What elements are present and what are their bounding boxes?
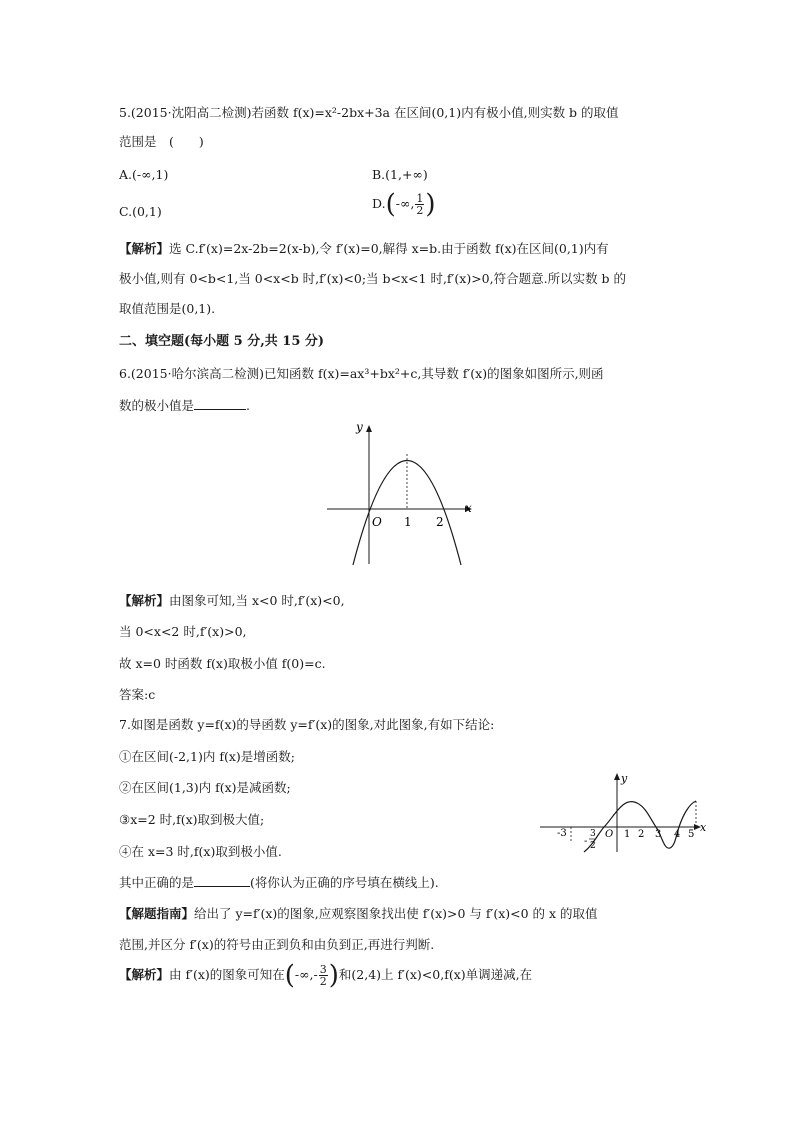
tick-label-2: 2 — [638, 829, 645, 840]
q5-option-a: A.(-∞,1) — [119, 167, 169, 182]
y-axis-arrow — [366, 425, 372, 432]
right-paren: ) — [425, 189, 436, 220]
solution-text-a: 由 f′(x)的图象可知在 — [169, 967, 285, 982]
q7-conclusion-4: ④在 x=3 时,f(x)取到极小值. — [119, 844, 282, 859]
q5-solution-line3: 取值范围是(0,1). — [119, 301, 216, 316]
q6-stem-line2 — [119, 396, 250, 415]
tick-label-minus3: -3 — [557, 828, 567, 839]
q5-stem-line2: 范围是 ( ) — [119, 134, 204, 149]
solution-text: 选 C.f′(x)=2x-2b=2(x-b),令 f′(x)=0,解得 x=b.由于函数 f(x)在区间(0,1)内有 — [169, 241, 609, 256]
tick-label-minus-sign: - — [584, 836, 588, 847]
tick-label-3: 3 — [655, 829, 662, 840]
tick-label-3-over-2-num: 3 — [590, 829, 596, 839]
tick-label-3-over-2-den: 2 — [590, 841, 596, 851]
tick-label-2: 2 — [436, 515, 444, 529]
solution-interval-left: -∞,- — [294, 967, 318, 982]
x-axis-label: x — [700, 821, 707, 834]
q6-stem-end: . — [246, 398, 250, 413]
guide-tag: 【解题指南】 — [119, 906, 195, 921]
tick-label-5: 5 — [688, 829, 695, 840]
solution-tag: 【解析】 — [119, 967, 170, 982]
answer-blank — [194, 873, 250, 887]
tick-label-4: 4 — [674, 829, 681, 840]
q6-solution-line1 — [119, 592, 345, 610]
q6-solution-line2: 当 0<x<2 时,f′(x)>0, — [119, 624, 247, 639]
y-axis-label: y — [621, 772, 628, 785]
tick-label-1: 1 — [624, 829, 631, 840]
solution-tag: 【解析】 — [119, 593, 170, 608]
left-paren: ( — [284, 960, 295, 991]
y-axis-arrow — [614, 773, 620, 780]
fraction-numerator: 3 — [319, 963, 327, 976]
solution-text: 由图象可知,当 x<0 时,f′(x)<0, — [169, 593, 345, 608]
q5-option-c: C.(0,1) — [119, 204, 162, 219]
q7-ask — [119, 873, 439, 892]
guide-text: 给出了 y=f′(x)的图象,应观察图象找出使 f′(x)>0 与 f′(x)<0 的 x 的取值 — [194, 906, 598, 921]
q5-option-d-left: -∞, — [395, 196, 415, 211]
origin-label: O — [372, 515, 382, 529]
q7-guide-line1 — [119, 905, 598, 923]
q7-guide-line2: 范围,并区分 f′(x)的符号由正到负和由负到正,再进行判断. — [119, 937, 435, 952]
solution-text-b: 和(2,4)上 f′(x)<0,f(x)单调递减,在 — [338, 967, 533, 982]
answer-blank — [194, 396, 246, 410]
section-title: 二、填空题(每小题 5 分,共 15 分) — [119, 334, 325, 349]
y-axis-label: y — [356, 420, 363, 434]
fraction-denominator: 2 — [319, 975, 327, 988]
q5-option-d — [372, 189, 436, 220]
x-axis-label: x — [465, 501, 472, 515]
q7-conclusion-2: ②在区间(1,3)内 f(x)是减函数; — [119, 780, 291, 795]
q7-solution-line1 — [119, 960, 533, 991]
q5-option-d-fraction — [415, 193, 424, 216]
q5-option-d-prefix: D. — [372, 196, 386, 211]
q7-ask-end: (将你认为正确的序号填在横线上). — [250, 875, 439, 890]
q6-derivative-graph — [322, 418, 480, 570]
q7-conclusion-3: ③x=2 时,f(x)取到极大值; — [119, 812, 265, 827]
q5-solution-line1 — [119, 240, 609, 258]
solution-fraction — [319, 964, 328, 987]
q5-solution-line2: 极小值,则有 0<b<1,当 0<x<b 时,f′(x)<0;当 b<x<1 时,f′(x)>0,符合题意.所以实数 b 的 — [119, 271, 627, 286]
left-paren: ( — [385, 189, 396, 220]
fraction-denominator: 2 — [416, 204, 424, 217]
q6-stem-line1: 6.(2015·哈尔滨高二检测)已知函数 f(x)=ax³+bx²+c,其导数 f′(x)的图象如图所示,则函 — [119, 366, 604, 381]
q7-stem: 7.如图是函数 y=f(x)的导函数 y=f′(x)的图象,对此图象,有如下结论: — [119, 717, 495, 732]
origin-label: O — [605, 829, 614, 840]
tick-label-1: 1 — [404, 515, 412, 529]
q5-option-b: B.(1,+∞) — [372, 167, 428, 182]
right-paren: ) — [328, 960, 339, 991]
fraction-numerator: 1 — [416, 192, 424, 205]
q6-answer: 答案:c — [119, 687, 156, 702]
solution-tag: 【解析】 — [119, 241, 170, 256]
q6-stem-text: 数的极小值是 — [119, 398, 195, 413]
q7-ask-text: 其中正确的是 — [119, 875, 195, 890]
q5-stem-line1: 5.(2015·沈阳高二检测)若函数 f(x)=x²-2bx+3a 在区间(0,1)内有极小值,则实数 b 的取值 — [119, 105, 619, 120]
q7-derivative-graph — [538, 770, 710, 854]
q7-conclusion-1: ①在区间(-2,1)内 f(x)是增函数; — [119, 749, 295, 764]
q6-solution-line3: 故 x=0 时函数 f(x)取极小值 f(0)=c. — [119, 656, 326, 671]
